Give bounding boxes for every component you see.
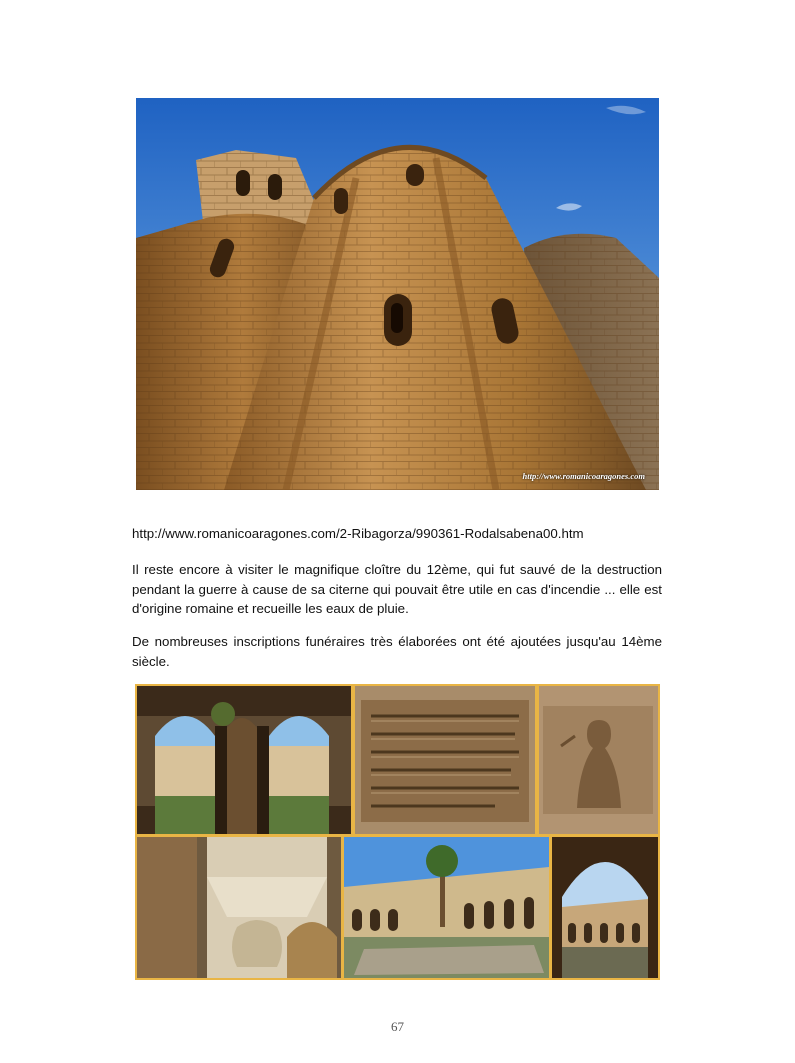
cloister-arcade-photo	[137, 686, 351, 834]
photo-watermark: http://www.romanicoaragones.com	[522, 471, 645, 481]
carved-relief-photo	[539, 686, 658, 834]
cloister-arch-view-photo	[552, 837, 658, 978]
funerary-inscription-photo	[355, 686, 535, 834]
paragraph-cloister: Il reste encore à visiter le magnifique cloître du 12ème, qui fut sauvé de la destruction pendant la guerre à cause de sa citerne qui pouvait être utile en cas d'incendie ... elle est d'origine romaine et recueille les eaux de pluie.	[132, 562, 662, 616]
cloister-courtyard-photo	[344, 837, 549, 978]
cloister-photo-collage	[135, 684, 660, 980]
paragraph-inscriptions: De nombreuses inscriptions funéraires très élaborées ont été ajoutées jusqu'au 14ème siècle.	[132, 634, 662, 669]
main-church-photo	[136, 98, 659, 490]
page-number: 67	[391, 1019, 404, 1034]
carved-capital-photo	[137, 837, 341, 978]
church-apses-image	[136, 98, 659, 490]
source-url: http://www.romanicoaragones.com/2-Ribagorza/990361-Rodalsabena00.htm	[132, 526, 584, 541]
